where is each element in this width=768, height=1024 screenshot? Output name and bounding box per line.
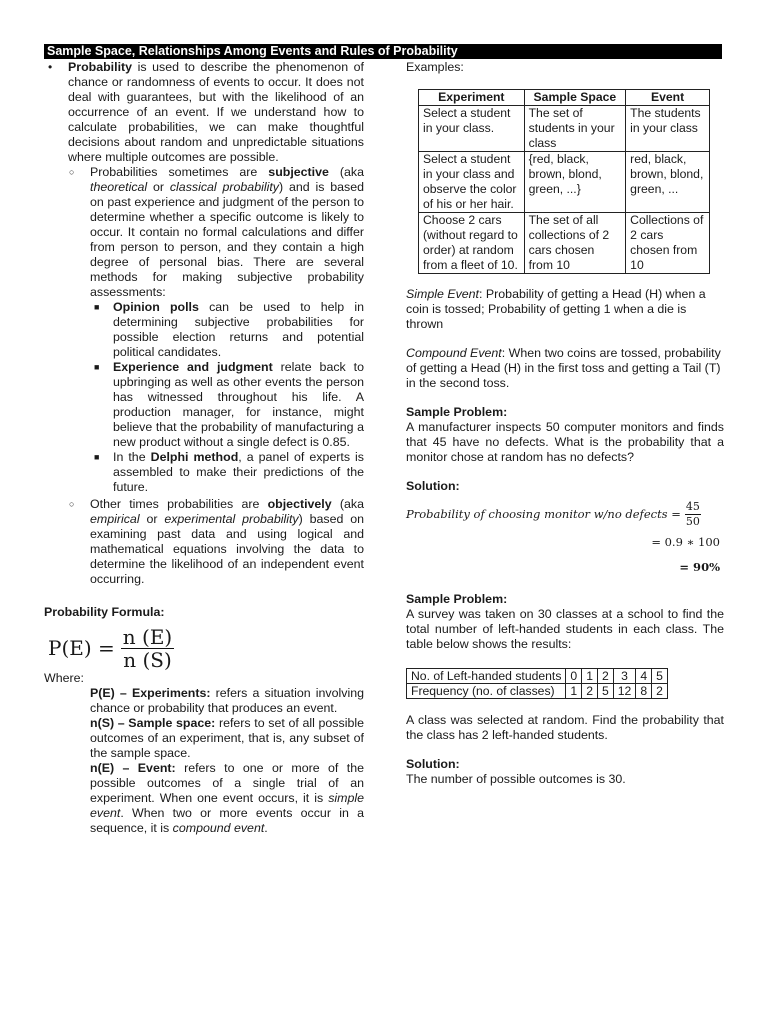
objective-term: objectively — [267, 497, 332, 511]
table-cell: 5 — [652, 669, 668, 684]
table-cell: 1 — [582, 669, 598, 684]
solution-heading: Solution: — [406, 479, 460, 493]
table-cell: red, black, brown, blond, green, ... — [626, 152, 710, 213]
sample-problem-text: A survey was taken on 30 classes at a school to find the total number of left-handed students in each class. The table below shows the results: — [406, 607, 724, 651]
table-cell: 0 — [566, 669, 582, 684]
compound-event-example — [406, 346, 724, 391]
sample-problem-text: A manufacturer inspects 50 computer monitors and finds that 45 have no defects. What is the probability that a monitor chose at random has no defects? — [406, 420, 724, 464]
frequency-table — [406, 668, 668, 699]
table-cell: The set of all collections of 2 cars chosen from 10 — [524, 213, 626, 274]
objective-bullet — [68, 497, 364, 587]
formula-denominator: n (S) — [123, 648, 172, 672]
text-run: compound event — [172, 821, 265, 835]
text-run: . — [264, 821, 268, 835]
probability-formula — [48, 626, 364, 671]
right-column — [406, 60, 724, 787]
text-run: experimental probability — [164, 512, 299, 526]
table-cell: 3 — [613, 669, 636, 684]
table-row — [407, 669, 668, 684]
definitions — [90, 686, 364, 836]
table-cell: The set of students in your class — [524, 106, 626, 152]
problem-question: A class was selected at random. Find the probability that the class has 2 left-handed students. — [406, 713, 724, 742]
table-header-row — [419, 90, 710, 106]
sample-problem-heading: Sample Problem: — [406, 405, 508, 419]
subjective-term: subjective — [268, 165, 329, 179]
method-text — [113, 300, 364, 360]
solution-heading: Solution: — [406, 757, 460, 771]
method-term: Experience and judgment — [113, 360, 273, 374]
table-cell: Frequency (no. of classes) — [407, 684, 566, 699]
probability-text: is used to describe the phenomenon of chance or randomness of events to occur. It does not deal with guarantees, but with the likelihood of an occurrence of an event. If we understand how to calculate probabilities, we can make thoughtful decisions about random and unpredictable situations where multiple outcomes are possible. — [68, 60, 364, 164]
bullet-square: ■ — [94, 362, 100, 372]
table-header: Experiment — [419, 90, 525, 106]
table-cell: 2 — [597, 669, 613, 684]
text-run: classical probability — [169, 180, 279, 194]
table-cell: 5 — [597, 684, 613, 699]
probability-term: Probability — [68, 60, 133, 74]
table-header: Sample Space — [524, 90, 626, 106]
table-cell: 2 — [652, 684, 668, 699]
text-run: : When two coins are tossed, probability of getting a Head (H) in the first toss and getting a Tail (T) in the second toss. — [406, 346, 721, 390]
text-run: (aka — [331, 497, 364, 511]
solution-step: = 0.9 ∗ 100 — [651, 535, 720, 549]
left-column — [44, 60, 364, 836]
table-cell: 4 — [636, 669, 652, 684]
objective-definition — [90, 497, 364, 587]
formula-numerator: n (E) — [122, 625, 173, 649]
formula-fraction — [121, 626, 174, 671]
subjective-bullet — [68, 165, 364, 300]
solution-math — [406, 500, 724, 575]
table-cell: 2 — [582, 684, 598, 699]
text-run: simple event — [90, 791, 364, 820]
bullet-square: ■ — [94, 302, 100, 312]
table-cell: Select a student in your class and observe the color of his or her hair. — [419, 152, 525, 213]
examples-table — [418, 89, 710, 274]
text-run: Probabilities sometimes are — [90, 165, 269, 179]
method-term: Delphi method — [150, 450, 239, 464]
examples-label: Examples: — [406, 60, 464, 74]
table-cell: 1 — [566, 684, 582, 699]
text-run: refers to set of all possible outcomes of an experiment, that is, any subset of the sample space. — [90, 716, 364, 760]
table-header: Event — [626, 90, 710, 106]
method-term: Opinion polls — [113, 300, 199, 314]
solution-equation — [406, 500, 724, 529]
compound-event-label: Compound Event — [406, 346, 502, 360]
method-text — [113, 450, 364, 495]
definition-sample-space — [90, 716, 364, 761]
bullet-circle: ○ — [69, 499, 75, 509]
definition-event — [90, 761, 364, 836]
table-row — [419, 106, 710, 152]
text-run: . When two or more events occur in a sequence, it is — [90, 806, 364, 835]
solution-denominator: 50 — [685, 515, 700, 528]
bullet-dot: • — [48, 60, 53, 74]
subjective-definition — [90, 165, 364, 300]
text-run: (aka — [328, 165, 365, 179]
text-run: Other times probabilities are — [90, 497, 268, 511]
method-item — [90, 300, 364, 360]
solution-lhs: Probability of choosing monitor w/no defects = — [406, 507, 681, 521]
text-run: , a panel of experts is assembled to make their predictions of the future. — [113, 450, 364, 494]
definition-term: P(E) – Experiments: — [90, 686, 211, 700]
simple-event-label: Simple Event — [406, 287, 480, 301]
definition-term: n(S) – Sample space: — [90, 716, 216, 730]
section-title: Sample Space, Relationships Among Events and Rules of Probability — [44, 44, 722, 59]
where-label: Where: — [44, 671, 84, 685]
method-text — [113, 360, 364, 450]
solution-text: The number of possible outcomes is 30. — [406, 772, 626, 786]
solution-result: = 90% — [679, 560, 720, 574]
text-run: or — [147, 180, 170, 194]
solution-numerator: 45 — [685, 500, 700, 513]
table-cell: {red, black, brown, blond, green, ...} — [524, 152, 626, 213]
bullet-circle: ○ — [69, 167, 75, 177]
formula-heading: Probability Formula: — [44, 605, 165, 619]
table-cell: 12 — [613, 684, 636, 699]
text-run: refers a situation involving chance or probability that produces an event. — [90, 686, 365, 715]
probability-definition — [68, 60, 364, 165]
table-row — [407, 684, 668, 699]
formula-lhs: P(E) = — [48, 636, 115, 660]
text-run: can be used to help in determining subjective probabilities for possible election returns and potential political candidates. — [113, 300, 364, 359]
sample-problem-heading: Sample Problem: — [406, 592, 508, 606]
bullet-square: ■ — [94, 452, 100, 462]
definition-term: n(E) – Event: — [90, 761, 176, 775]
text-run: In the — [113, 450, 151, 464]
text-run: theoretical — [90, 180, 148, 194]
table-cell: Choose 2 cars (without regard to order) at random from a fleet of 10. — [419, 213, 525, 274]
text-run: or — [139, 512, 165, 526]
table-cell: Select a student in your class. — [419, 106, 525, 152]
text-run: : Probability of getting a Head (H) when a coin is tossed; Probability of getting 1 when a die is thrown — [406, 287, 706, 331]
solution-fraction — [685, 500, 701, 529]
table-cell: The students in your class — [626, 106, 710, 152]
table-cell: No. of Left-handed students — [407, 669, 566, 684]
simple-event-example — [406, 287, 724, 332]
text-run: refers to one or more of the possible outcomes of a single trial of an experiment. When one event occurs, it is — [90, 761, 364, 805]
probability-bullet — [44, 60, 364, 165]
table-row — [419, 213, 710, 274]
text-run: ) and is based on past experience and judgment of the person to determine whether a specific outcome is likely to occur. It contain no formal calculations and differ from person to person, and they contain a high degree of personal bias. There are several methods for making subjective probability assessments: — [90, 180, 364, 299]
text-run: relate back to upbringing as well as other events the person has witnessed throughout his life. A production manager, for instance, might believe that the probability of manufacturing a new product without a single defect is 0.85. — [113, 360, 364, 449]
table-cell: Collections of 2 cars chosen from 10 — [626, 213, 710, 274]
method-item — [90, 360, 364, 450]
definition-experiments — [90, 686, 364, 716]
text-run: empirical — [90, 512, 140, 526]
text-run: ) based on examining past data and using logical and mathematical equations involving the data to determine the likelihood of an independent event occurring. — [90, 512, 364, 586]
table-row — [419, 152, 710, 213]
method-item — [90, 450, 364, 495]
table-cell: 8 — [636, 684, 652, 699]
